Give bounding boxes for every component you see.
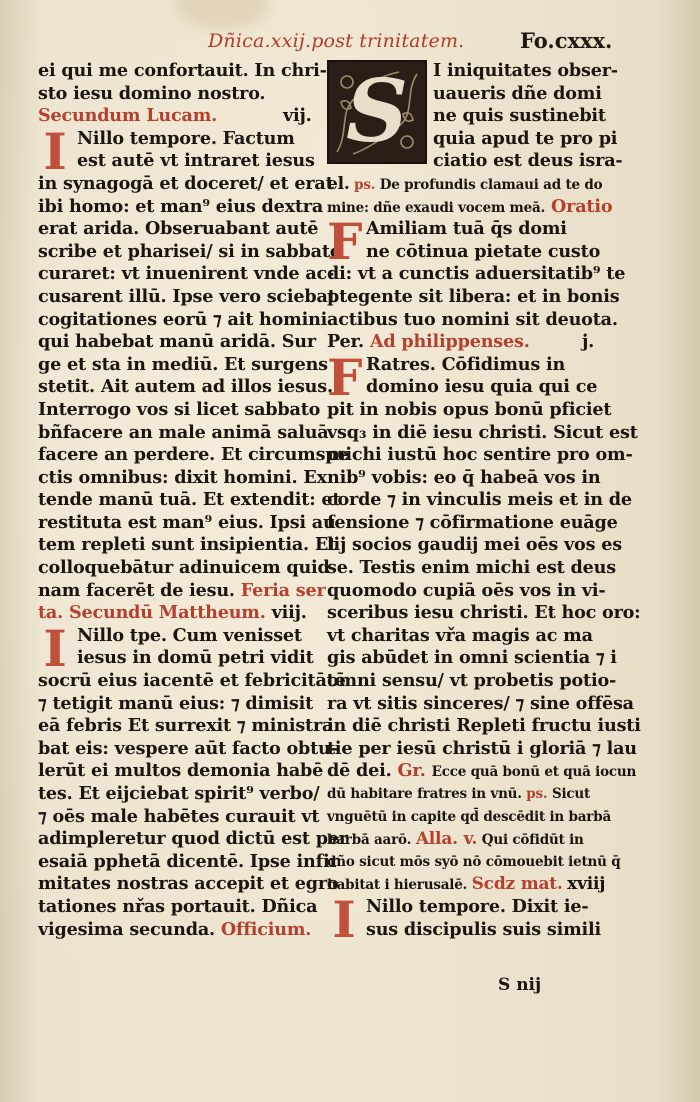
text-line: ibi homo: et man⁹ eius dextra <box>38 195 324 217</box>
text-line: quia apud te pro pi <box>433 127 618 149</box>
rubric-epistle-heading: Ad philippenses. <box>369 331 530 353</box>
text-line: est autē vt intraret iesus <box>77 150 315 172</box>
rubric-gospel-heading: Secundum Lucam. <box>38 105 218 127</box>
gospel-block-1 <box>38 121 315 181</box>
text-line: dño sicut mōs syō nō cōmouebit ietnū q̄ <box>327 853 621 870</box>
text-line: restituta est man⁹ eius. Ipsi au <box>38 511 336 533</box>
text-line: qui habebat manū aridā. Sur <box>38 331 316 353</box>
text-line: esaiā pphetā dicentē. Ipse infir <box>38 850 339 872</box>
rubric-gospel-heading: ta. Secundū Mattheum. <box>38 602 266 624</box>
text-line: iesus in domū petri vidit <box>77 647 314 669</box>
rubric-psalm: ps. <box>354 176 376 193</box>
text-line: vt charitas vřa magis ac ma <box>327 624 593 646</box>
text-fragment: Ecce quā bonū et quā iocun <box>431 764 637 781</box>
oratio-block <box>327 212 601 272</box>
text-line: gis abūdet in omni scientia ⁊ i <box>327 647 617 669</box>
text-fragment: Per. <box>327 331 364 353</box>
text-line: ge et sta in mediū. Et surgens <box>38 353 328 375</box>
red-initial: I <box>332 889 356 949</box>
woodcut-initial <box>327 60 427 164</box>
rubric-alleluia: Alla. v. <box>415 829 478 850</box>
text-line: vnguētū in capite qd̄ descēdit in barbā <box>327 808 612 825</box>
text-line: sceribus iesu christi. Et hoc oro: <box>327 602 641 624</box>
text-line: quomodo cupiā oēs vos in vi- <box>327 579 606 601</box>
rubric-officium: Officium. <box>220 918 312 940</box>
text-line: Amiliam tuā q̄s domi <box>366 218 567 240</box>
text-line: curaret: vt inuenirent vnde ac- <box>38 263 335 285</box>
rubric-line <box>38 105 312 128</box>
text-line: Nillo tempore. Dixit ie- <box>366 895 589 917</box>
text-line: facere an perdere. Et circumspe <box>38 444 349 466</box>
text-line <box>38 918 312 942</box>
text-line: Nillo tpe. Cum venisset <box>77 624 302 646</box>
chapter-ref: j. <box>582 331 595 353</box>
text-line <box>327 828 599 851</box>
text-fragment: mine: dñe exaudi vocem meā. <box>327 199 546 216</box>
text-line: erat arida. Obseruabant autē <box>38 218 319 240</box>
text-fragment: De profundis clamaui ad te do <box>379 176 603 193</box>
text-line: in synagogā et doceret/ et erat <box>38 172 334 194</box>
text-line: I iniquitates obser- <box>433 60 618 81</box>
text-line: tie per iesū christū i gloriā ⁊ lau <box>327 737 637 759</box>
gospel-block-3 <box>327 889 601 949</box>
introit-block <box>327 60 623 173</box>
text-fragment: dē dei. <box>327 760 392 782</box>
text-line: sus discipulis suis simili <box>366 918 601 940</box>
paper-stain <box>175 0 270 30</box>
text-line: stetit. Ait autem ad illos iesus. <box>38 376 333 398</box>
rubric-psalm: ps. <box>526 786 548 802</box>
text-line: tationes nřas portauit. Dñica <box>38 895 318 917</box>
text-line: ⁊ oēs male habētes curauit vt <box>38 805 320 827</box>
text-fragment: barbā aarō. <box>327 832 412 849</box>
running-title: Dñica.xxij.post trinitatem. <box>208 30 465 52</box>
text-line: ciatio est deus isra- <box>433 150 623 172</box>
rubric-gospel-heading: Scdz mat. <box>471 874 563 895</box>
catchword: S nij <box>498 975 542 995</box>
text-line: in diē christi Repleti fructu iusti <box>327 715 641 737</box>
red-initial: I <box>43 121 67 181</box>
text-line: fensione ⁊ cōfirmatione euāge <box>327 511 618 533</box>
text-fragment: Sicut <box>551 786 591 802</box>
text-line: cogitationes eorū ⁊ ait homini <box>38 308 328 330</box>
page-header <box>0 28 700 58</box>
text-line: vsq₃ in diē iesu christi. Sicut est <box>327 421 638 443</box>
text-line: eā febris Et surrexit ⁊ ministra <box>38 715 334 737</box>
text-line: mitates nostras accepit et egro <box>38 873 339 895</box>
text-line: ⁊ tetigit manū eius: ⁊ dimisit <box>38 692 314 714</box>
text-line: Interrogo vos si licet sabbato <box>38 398 321 420</box>
chapter-ref: vij. <box>283 105 312 127</box>
text-line: cusarent illū. Ipse vero sciebat <box>38 285 336 307</box>
text-line: actibus tuo nomini sit deuota. <box>327 308 618 330</box>
text-fragment: vigesima secunda. <box>38 918 215 940</box>
text-line <box>327 760 637 783</box>
text-line: lij socios gaudij mei oēs vos es <box>327 534 622 556</box>
text-line: ctis omnibus: dixit homini. Ex <box>38 466 327 488</box>
text-line: Ratres. Cōfidimus in <box>366 353 566 375</box>
text-line: pit in nobis opus bonū pficiet <box>327 398 612 420</box>
text-line: uaueris dñe domi <box>433 82 602 104</box>
text-line: adimpleretur quod dictū est per <box>38 828 348 850</box>
text-line: bñfacere an male animā saluā <box>38 421 329 443</box>
gospel-block-2 <box>38 618 314 678</box>
rubric-line <box>327 331 599 354</box>
text-line: michi iustū hoc sentire pro om- <box>327 444 633 466</box>
text-line: colloquebātur adinuicem quid <box>38 557 330 579</box>
text-line: di: vt a cunctis aduersitatib⁹ te <box>327 263 626 285</box>
text-line: tende manū tuā. Et extendit: et <box>38 489 341 511</box>
text-line: socrū eius iacentē et febricitātē <box>38 670 346 692</box>
text-line <box>327 783 599 806</box>
chapter-ref: viij. <box>271 602 307 624</box>
text-line: omni sensu/ vt probetis potio- <box>327 670 617 692</box>
text-line <box>327 173 603 196</box>
epistle-block <box>327 347 599 407</box>
red-initial: I <box>43 618 67 678</box>
text-fragment: Qui cōfidūt in <box>481 832 584 849</box>
text-fragment: dū habitare fratres in vnū. <box>327 786 522 802</box>
right-column <box>327 60 641 949</box>
text-line: lerūt ei multos demonia habē <box>38 760 324 782</box>
text-line: ne cōtinua pietate custo <box>366 240 601 262</box>
woodcut-letter: S <box>346 61 408 162</box>
text-line: tem repleti sunt insipientia. Et <box>38 534 337 556</box>
text-line: scribe et pharisei/ si in sabbato <box>38 240 342 262</box>
text-line: ei qui me confortauit. In chri- <box>38 60 327 81</box>
rubric-gradual: Gr. <box>397 760 426 782</box>
text-line <box>38 579 326 603</box>
text-line <box>327 195 613 219</box>
text-line: corde ⁊ in vinculis meis et in de <box>327 489 632 511</box>
text-line: nib⁹ vobis: eo q̄ habeā vos in <box>327 466 601 488</box>
rubric-feria: Feria ser <box>240 579 326 601</box>
folio-number: Fo.cxxx. <box>520 28 613 53</box>
text-fragment: habitat i hierusalē. <box>327 877 468 894</box>
text-line: ne quis sustinebit <box>433 105 606 127</box>
red-initial: F <box>327 347 363 407</box>
red-initial: F <box>327 212 363 272</box>
chapter-ref: xviij <box>567 874 606 895</box>
text-line: ra vt sitis sinceres/ ⁊ sine offēsa <box>327 692 634 714</box>
rubric-oratio: Oratio <box>551 195 613 217</box>
text-line: sto iesu domino nostro. <box>38 82 266 104</box>
text-line: domino iesu quia qui ce <box>366 376 598 398</box>
text-line: ptegente sit libera: et in bonis <box>327 285 620 307</box>
text-fragment: nam facerēt de iesu. <box>38 579 235 601</box>
text-line: tes. Et eijciebat spirit⁹ verbo/ <box>38 783 320 804</box>
text-line: se. Testis enim michi est deus <box>327 557 616 579</box>
text-line: Nillo tempore. Factum <box>77 127 295 149</box>
text-fragment: el. <box>327 173 350 194</box>
rubric-line <box>38 602 308 625</box>
text-line <box>327 873 606 896</box>
text-line: bat eis: vespere aūt facto obtu- <box>38 737 338 759</box>
